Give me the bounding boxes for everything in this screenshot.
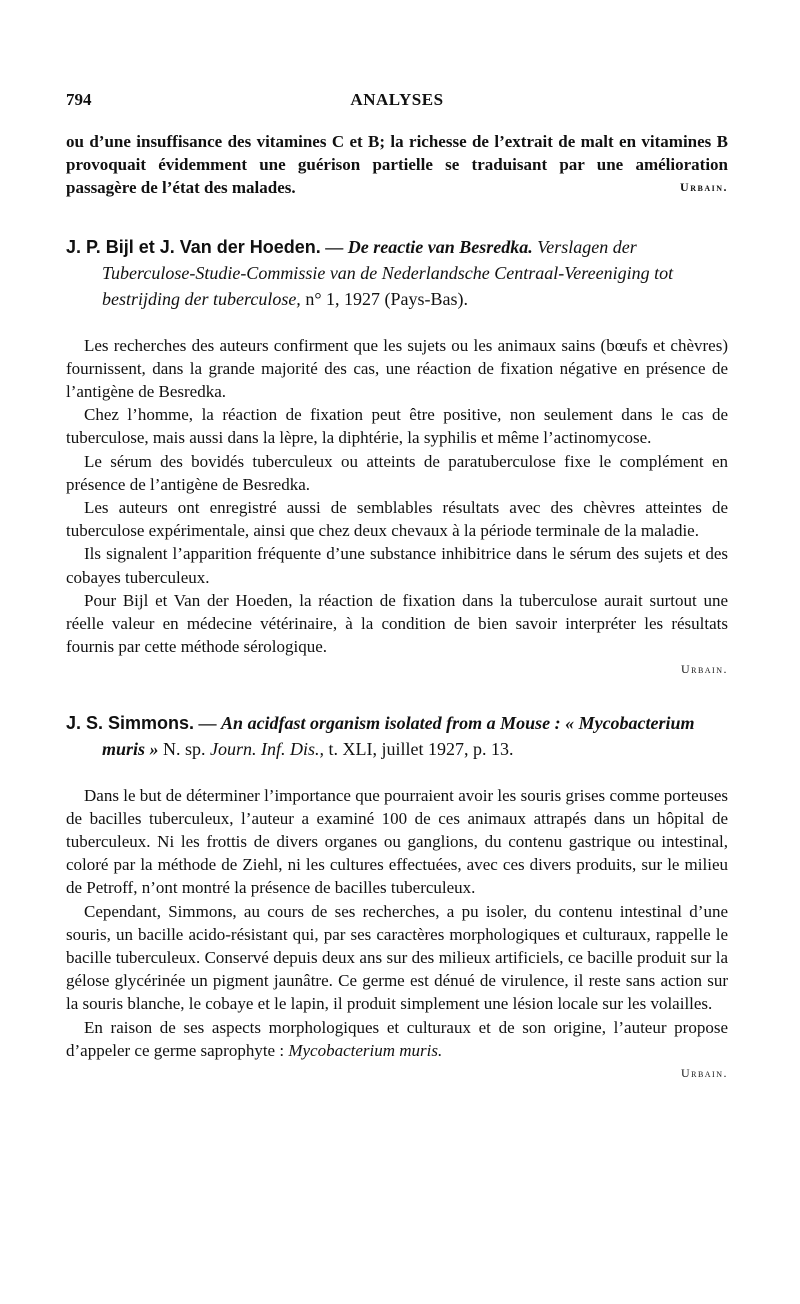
running-title: ANALYSES bbox=[350, 90, 444, 109]
article1-signature: Urbain. bbox=[680, 662, 728, 677]
article1-paragraph: Ils signalent l’apparition fréquente d’une substance inhibitrice dans le sérum des sujets et des cobayes tuberculeux. bbox=[66, 544, 728, 587]
article1-separator: — bbox=[320, 236, 348, 257]
article1-reference bbox=[66, 234, 728, 312]
article2-last-text: En raison de ses aspects morphologiques et culturaux et de son origine, l’auteur propose d’appeler ce germe saprophyte : bbox=[66, 1017, 728, 1060]
article1-paragraph: Pour Bijl et Van der Hoeden, la réaction de fixation dans la tuberculose aurait surtout une réelle valeur en médecine vétérinaire, à la condition de bien savoir interpréter les résultats fournis par cette méthode sérologique. bbox=[66, 590, 728, 657]
intro-text: ou d’une insuffisance des vitamines C et B; la richesse de l’extrait de malt en vitamines B provoquait évidemment une guérison partielle se traduisant par une amélioration passagère de l’état des malades. bbox=[66, 132, 728, 198]
article1-authors: J. P. Bijl et J. Van der Hoeden. bbox=[66, 236, 321, 257]
article2-species-name: Mycobacterium muris. bbox=[288, 1040, 443, 1060]
article2-last-paragraph bbox=[66, 1016, 728, 1062]
article2-separator: — bbox=[194, 712, 222, 733]
article2-authors: J. S. Simmons. bbox=[66, 712, 195, 733]
article1-details: n° 1, 1927 (Pays-Bas). bbox=[300, 288, 468, 309]
article2-reference bbox=[66, 710, 728, 762]
intro-signature: Urbain. bbox=[680, 180, 728, 195]
article1-paragraph: Les recherches des auteurs confirment que les sujets ou les animaux sains (bœufs et chèvres) fournissent, dans la grande majorité des cas, une réaction de fixation négative en présence de l’antigène de Besredka. bbox=[66, 335, 728, 402]
journal-page bbox=[66, 90, 728, 1085]
article2-body bbox=[66, 784, 728, 1086]
article1-paragraph: Le sérum des bovidés tuberculeux ou atteints de paratuberculose fixe le complément en présence de l’antigène de Besredka. bbox=[66, 451, 728, 494]
running-head bbox=[66, 90, 728, 114]
article2-paragraph: Dans le but de déterminer l’importance que pourraient avoir les souris grises comme porteuses de bacilles tuberculeux, l’auteur a examiné 100 de ces animaux attrapés dans un hôpital de tuberculeux. Ni les frottis de divers organes ou ganglions, du contenu gastrique ou intestinal, coloré par la méthode de Ziehl, ni les cultures effectuées, avec ces divers produits, sur le milieu de Petroff, n’ont montré la présence de bacilles tuberculeux. bbox=[66, 785, 728, 898]
page-number: 794 bbox=[66, 90, 92, 109]
article1-paragraph: Les auteurs ont enregistré aussi de semblables résultats avec des chèvres atteintes de tuberculose expérimentale, ainsi que chez deux chevaux à la période terminale de la maladie. bbox=[66, 498, 728, 541]
article2-paragraph: Cependant, Simmons, au cours de ses recherches, a pu isoler, du contenu intestinal d’une souris, un bacille acido-résistant qui, par ses caractères morphologiques et culturaux, rappelle le bacille tuberculeux. Conservé depuis deux ans sur des milieux artificiels, ce bacille produit sur la gélose glycérinée un pigment jaunâtre. Ce germe est dénué de virulence, il reste sans action sur la souris blanche, le cobaye et le lapin, il produit simplement une lésion locale sur les volailles. bbox=[66, 901, 728, 1014]
article1-body bbox=[66, 334, 728, 682]
article2-details: t. XLI, juillet 1927, p. 13. bbox=[324, 738, 514, 759]
article1-journal: Verslagen der Tuberculose-Studie-Commissie van de Nederlandsche Centraal-Vereeniging tot bestrijding der tuberculose, bbox=[102, 236, 674, 309]
article2-journal: Journ. Inf. Dis., bbox=[210, 738, 325, 759]
article1-title: De reactie van Besredka. bbox=[347, 236, 533, 257]
article1-paragraph: Chez l’homme, la réaction de fixation peut être positive, non seulement dans le cas de tuberculose, mais aussi dans la lèpre, la diphtérie, la syphilis et même l’actinomycose. bbox=[66, 405, 728, 448]
article2-title: An acidfast organism isolated from a Mouse : « Mycobacterium muris » bbox=[102, 712, 695, 759]
article2-details-pre: N. sp. bbox=[158, 738, 211, 759]
article2-signature: Urbain. bbox=[680, 1066, 728, 1081]
intro-paragraph bbox=[66, 130, 728, 200]
